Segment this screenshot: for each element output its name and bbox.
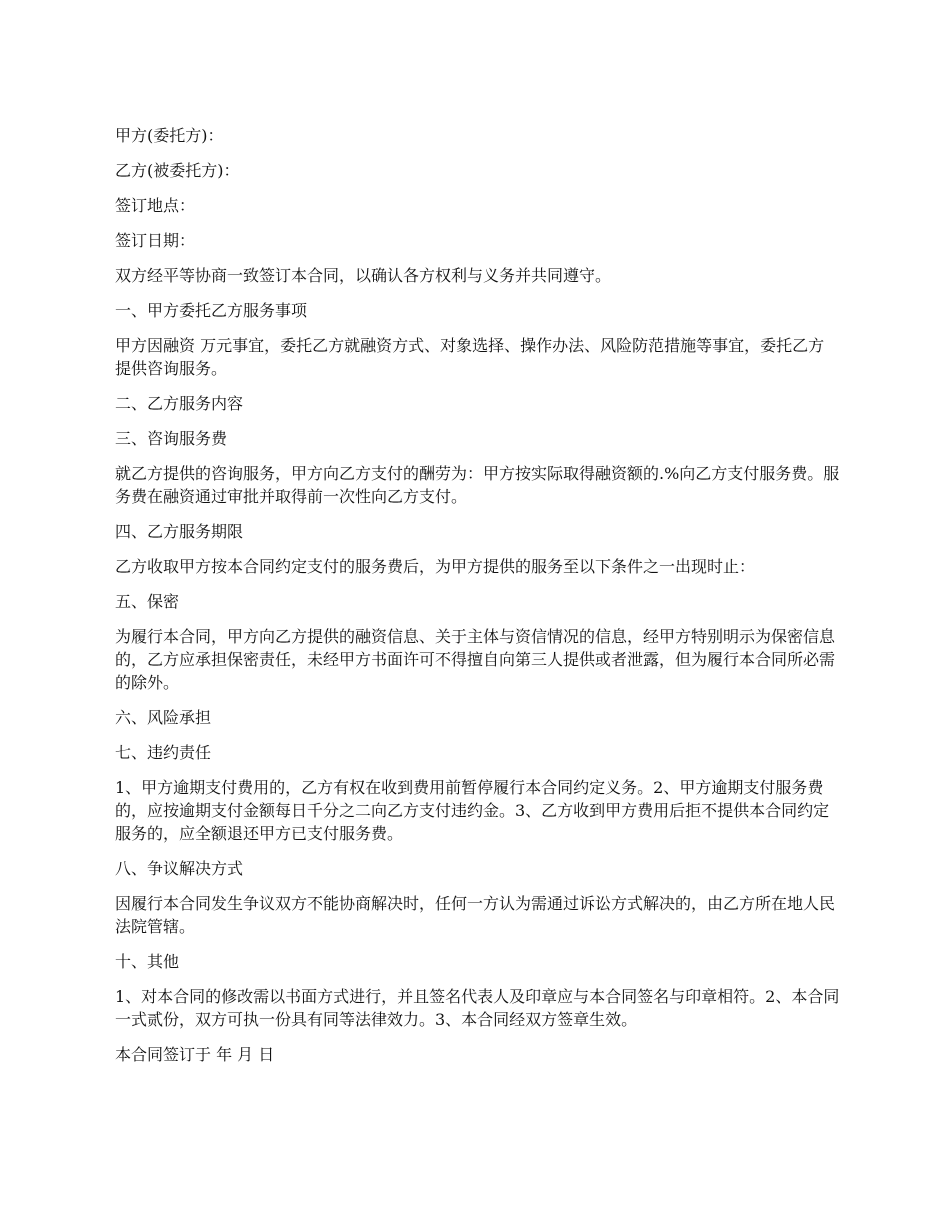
section-10-body: 1、对本合同的修改需以书面方式进行，并且签名代表人及印章应与本合同签名与印章相符。2、本合同一式贰份，双方可执一份具有同等法律效力。3、本合同经双方签章生效。 <box>115 987 840 1029</box>
section-2-heading: 二、乙方服务内容 <box>115 394 244 413</box>
party-a-line: 甲方(委托方)： <box>115 126 224 145</box>
section-7-body: 1、甲方逾期支付费用的，乙方有权在收到费用前暂停履行本合同约定义务。2、甲方逾期支付服务费的，应按逾期支付金额每日千分之二向乙方支付违约金。3、乙方收到甲方费用后拒不提供本合同约定服务的，应全额退还甲方已支付服务费。 <box>115 778 830 843</box>
section-1-body: 甲方因融资 万元事宜，委托乙方就融资方式、对象选择、操作办法、风险防范措施等事宜，委托乙方提供咨询服务。 <box>115 336 825 378</box>
section-7-heading: 七、违约责任 <box>115 743 212 762</box>
section-10-heading: 十、其他 <box>115 952 180 971</box>
section-8-body: 因履行本合同发生争议双方不能协商解决时，任何一方认为需通过诉讼方式解决的，由乙方所在地人民法院管辖。 <box>115 894 836 936</box>
section-5-heading: 五、保密 <box>115 592 180 611</box>
section-4-body: 乙方收取甲方按本合同约定支付的服务费后，为甲方提供的服务至以下条件之一出现时止： <box>115 557 756 576</box>
intro-paragraph: 双方经平等协商一致签订本合同，以确认各方权利与义务并共同遵守。 <box>115 266 612 285</box>
section-5-body: 为履行本合同，甲方向乙方提供的融资信息、关于主体与资信情况的信息，经甲方特别明示为保密信息的，乙方应承担保密责任，未经甲方书面许可不得擅自向第三人提供或者泄露，但为履行本合同所必需的除外。 <box>115 627 836 692</box>
contract-body <box>115 124 840 1078</box>
sign-place-line: 签订地点： <box>115 196 196 215</box>
section-6-heading: 六、风险承担 <box>115 708 212 727</box>
section-3-heading: 三、咨询服务费 <box>115 429 228 448</box>
section-3-body: 就乙方提供的咨询服务，甲方向乙方支付的酬劳为：甲方按实际取得融资额的.%向乙方支付服务费。服务费在融资通过审批并取得前一次性向乙方支付。 <box>115 464 840 506</box>
section-1-heading: 一、甲方委托乙方服务事项 <box>115 301 308 320</box>
party-b-line: 乙方(被委托方)： <box>115 161 240 180</box>
section-8-heading: 八、争议解决方式 <box>115 859 244 878</box>
section-4-heading: 四、乙方服务期限 <box>115 522 244 541</box>
closing-line: 本合同签订于 年 月 日 <box>115 1045 275 1064</box>
sign-date-line: 签订日期： <box>115 231 196 250</box>
